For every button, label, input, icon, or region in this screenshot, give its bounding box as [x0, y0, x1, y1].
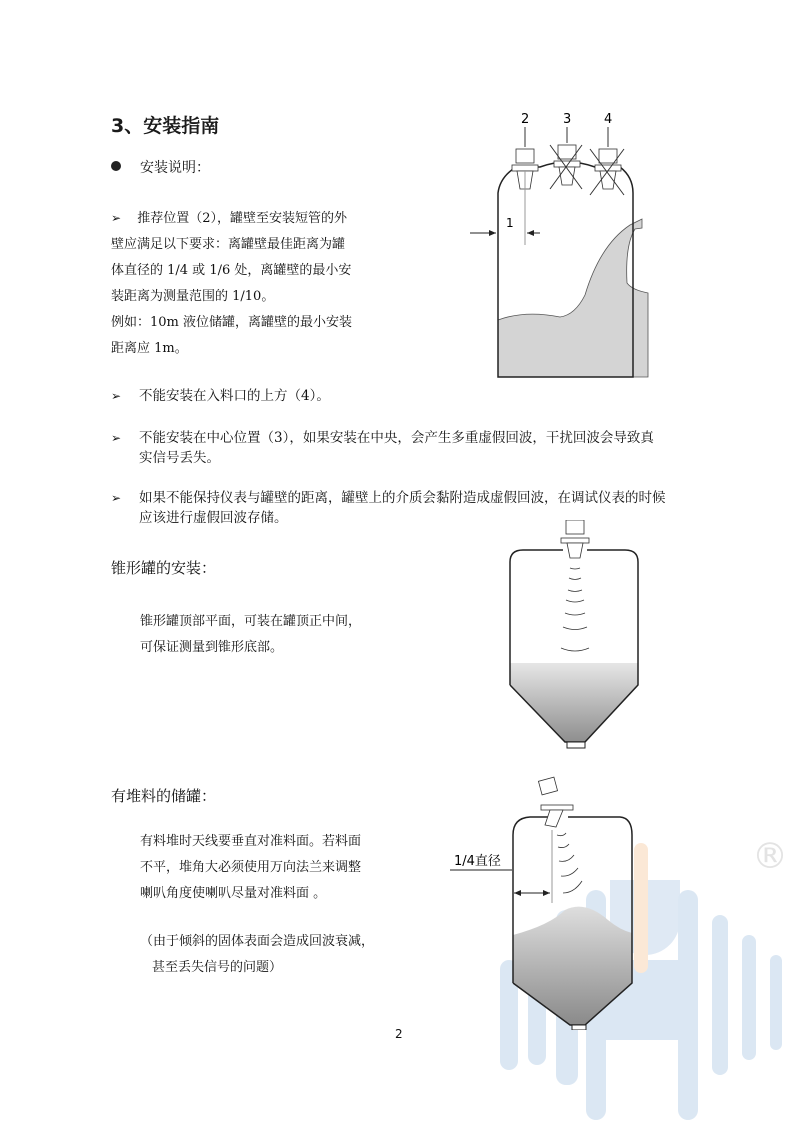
arrow-marker: ➢ — [111, 211, 122, 225]
label-4: 4 — [604, 112, 613, 127]
quarter-diameter-label: 1/4直径 — [454, 854, 501, 869]
svg-text:1: 1 — [506, 216, 514, 230]
recommend-paragraph: ➢ 推荐位置（2），罐壁至安装短管的外 壁应满足以下要求：离罐壁最佳距离为罐 体直径的 1/4 或 1/6 处，离罐壁的最小安 装距离为测量范围的 1/10。 例如：10m 液位储罐，离罐壁的最小安装 距离应 1m。 — [111, 211, 353, 356]
cone-tank-heading: 锥形罐的安装： — [111, 559, 217, 577]
rule-2: ➢ 不能安装在中心位置（3），如果安装在中央，会产生多重虚假回波，干扰回波会导致真 实信号丢失。 — [111, 430, 654, 466]
figure-pile-tank — [450, 775, 650, 1030]
registered-mark: ® — [752, 836, 788, 877]
bullet-heading: 安装说明： — [140, 160, 210, 176]
figure-cone-tank — [505, 520, 645, 760]
rule-1: ➢ 不能安装在入料口的上方（4）。 — [111, 388, 330, 404]
pile-tank-heading: 有堆料的储罐： — [111, 787, 217, 805]
cone-tank-text: 锥形罐顶部平面，可装在罐顶正中间， 可保证测量到锥形底部。 — [140, 614, 362, 655]
rule-3: ➢ 如果不能保持仪表与罐壁的距离，罐壁上的介质会黏附造成虚假回波，在调试仪表的时候 应该进行虚假回波存储。 — [111, 490, 666, 526]
pile-tank-text: 有料堆时天线要垂直对准料面。若料面 不平，堆角大必须使用万向法兰来调整 喇叭角度使喇叭尽量对准料面 。 — [140, 834, 362, 901]
label-2: 2 — [521, 112, 530, 127]
pile-tank-note: （由于倾斜的固体表面会造成回波衰减， 甚至丢失信号的问题） — [140, 934, 375, 975]
page-number: 2 — [395, 1027, 403, 1041]
figure-tank-positions — [470, 105, 660, 385]
bullet-dot — [111, 161, 121, 171]
section-title: 3、安装指南 — [111, 115, 220, 137]
label-3: 3 — [563, 112, 572, 127]
